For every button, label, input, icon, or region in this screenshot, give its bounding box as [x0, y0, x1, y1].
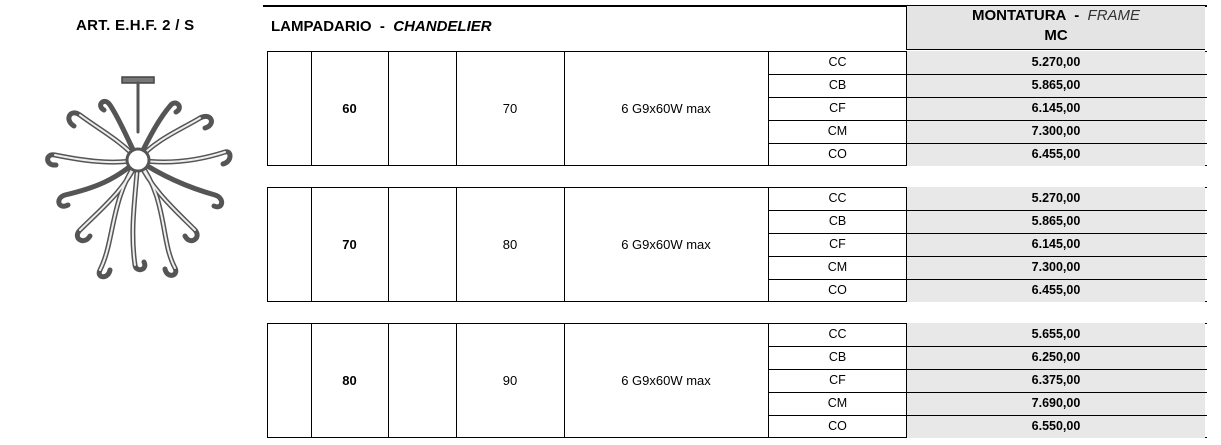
height-value: 70: [502, 101, 518, 116]
price-value: 6.375,00: [907, 369, 1205, 392]
column-divider: [267, 51, 268, 166]
price-value: 6.550,00: [907, 415, 1205, 438]
table-group: [267, 323, 1207, 438]
price-value: 6.145,00: [907, 97, 1205, 120]
column-divider: [388, 187, 389, 302]
row-divider: [768, 415, 1207, 416]
category-en: CHANDELIER: [393, 18, 492, 35]
frame-label-en: FRAME: [1087, 7, 1141, 24]
finish-code: CC: [828, 55, 847, 69]
article-code: ART. E.H.F. 2 / S: [76, 17, 195, 34]
table-group: [267, 51, 1207, 166]
row-divider: [768, 279, 1207, 280]
price-value: 6.145,00: [907, 233, 1205, 256]
height-value: 80: [502, 237, 518, 252]
bulbs-value: 6 G9x60W max: [621, 101, 711, 116]
category-separator: -: [379, 18, 385, 35]
category-it: LAMPADARIO: [271, 18, 372, 35]
finish-code: CC: [828, 191, 847, 205]
diameter-value: 80: [342, 373, 357, 388]
column-divider: [388, 323, 389, 438]
row-divider: [768, 346, 1207, 347]
row-divider: [768, 74, 1207, 75]
diameter-value: 60: [342, 101, 357, 116]
finish-code: CO: [828, 419, 847, 433]
price-value: 5.270,00: [907, 51, 1205, 74]
bulbs-value: 6 G9x60W max: [621, 237, 711, 252]
finish-code: CM: [827, 260, 848, 274]
price-value: 7.690,00: [907, 392, 1205, 415]
height-value: 90: [502, 373, 518, 388]
chandelier-illustration: [40, 70, 235, 285]
column-divider: [267, 187, 268, 302]
row-divider: [768, 233, 1207, 234]
finish-code: CF: [829, 101, 846, 115]
frame-label-it: MONTATURA: [971, 7, 1066, 24]
row-divider: [768, 392, 1207, 393]
price-value: 7.300,00: [907, 120, 1205, 143]
finish-code: CB: [828, 214, 847, 228]
price-value: 5.865,00: [907, 74, 1205, 97]
table-group: [267, 187, 1207, 302]
diameter-value: 70: [342, 237, 357, 252]
frame-header: MONTATURA - FRAME MC: [906, 6, 1205, 50]
price-value: 5.270,00: [907, 187, 1205, 210]
category-title: [271, 18, 492, 35]
row-divider: [768, 369, 1207, 370]
column-divider: [388, 51, 389, 166]
column-divider: [267, 323, 268, 438]
finish-code: CM: [827, 396, 848, 410]
price-value: 5.865,00: [907, 210, 1205, 233]
row-divider: [768, 97, 1207, 98]
price-value: 5.655,00: [907, 323, 1205, 346]
frame-code: MC: [1044, 27, 1068, 44]
finish-code: CM: [827, 124, 848, 138]
finish-code: CO: [828, 283, 847, 297]
finish-code: CC: [828, 327, 847, 341]
price-value: 7.300,00: [907, 256, 1205, 279]
price-value: 6.455,00: [907, 279, 1205, 302]
row-divider: [768, 143, 1207, 144]
finish-code: CF: [829, 237, 846, 251]
finish-code: CB: [828, 350, 847, 364]
finish-code: CF: [829, 373, 846, 387]
finish-code: CO: [828, 147, 847, 161]
row-divider: [768, 256, 1207, 257]
finish-code: CB: [828, 78, 847, 92]
price-value: 6.455,00: [907, 143, 1205, 166]
bulbs-value: 6 G9x60W max: [621, 373, 711, 388]
row-divider: [768, 210, 1207, 211]
row-divider: [768, 120, 1207, 121]
price-value: 6.250,00: [907, 346, 1205, 369]
